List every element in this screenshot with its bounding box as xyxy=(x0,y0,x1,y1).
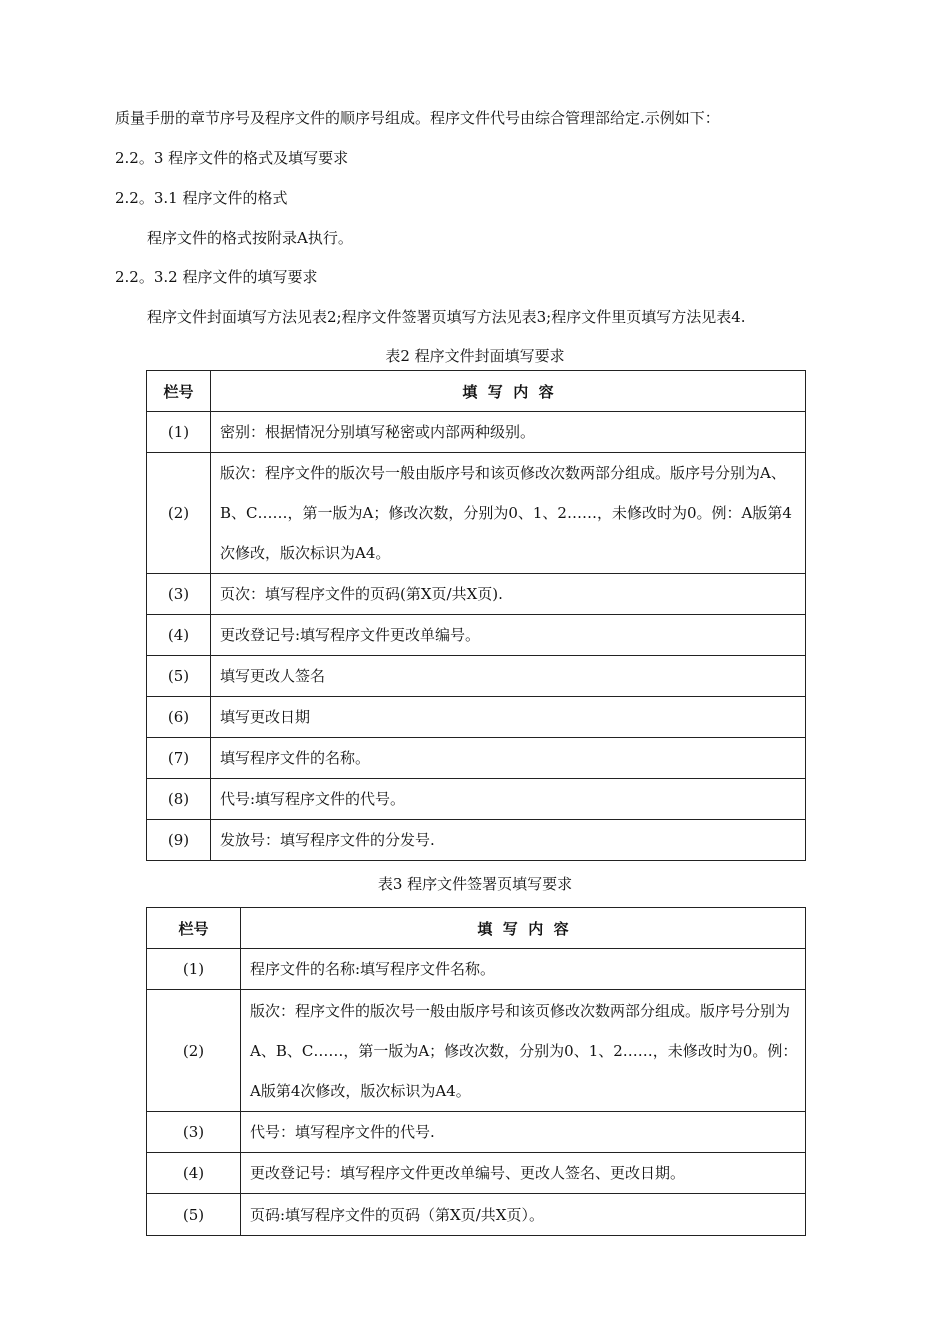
row-text: 密别：根据情况分别填写秘密或内部两种级别。 xyxy=(211,412,806,453)
table-row xyxy=(147,949,806,990)
row-text: 更改登记号:填写程序文件更改单编号。 xyxy=(211,615,806,656)
row-num: (5) xyxy=(147,656,211,697)
row-num: (8) xyxy=(147,779,211,820)
row-text: 更改登记号：填写程序文件更改单编号、更改人签名、更改日期。 xyxy=(241,1153,806,1194)
row-num: (2) xyxy=(147,990,241,1112)
row-text: 代号：填写程序文件的代号. xyxy=(241,1112,806,1153)
subsection-heading: 2.2。3.1 程序文件的格式 xyxy=(115,189,288,207)
table3-caption: 表3 程序文件签署页填写要求 xyxy=(377,875,573,893)
row-text: 填写更改日期 xyxy=(211,697,806,738)
table-header-row xyxy=(147,908,806,949)
row-num: (4) xyxy=(147,1153,241,1194)
subsection-heading: 2.2。3.2 程序文件的填写要求 xyxy=(115,268,318,286)
table2-caption: 表2 程序文件封面填写要求 xyxy=(385,347,565,365)
row-text: 发放号：填写程序文件的分发号. xyxy=(211,820,806,861)
row-text: 页次：填写程序文件的页码(第X页/共X页). xyxy=(211,574,806,615)
row-num: (3) xyxy=(147,574,211,615)
table-header-row xyxy=(147,371,806,412)
table-row xyxy=(147,412,806,453)
row-num: (6) xyxy=(147,697,211,738)
row-num: (1) xyxy=(147,949,241,990)
row-num: (5) xyxy=(147,1194,241,1236)
paragraph-line: 程序文件的格式按附录A执行。 xyxy=(147,229,353,247)
table-row xyxy=(147,656,806,697)
row-num: (4) xyxy=(147,615,211,656)
table-row xyxy=(147,697,806,738)
paragraph-line: 质量手册的章节序号及程序文件的顺序号组成。程序文件代号由综合管理部给定.示例如下： xyxy=(115,109,720,127)
header-num: 栏号 xyxy=(147,371,211,412)
row-num: (2) xyxy=(147,453,211,574)
header-num: 栏号 xyxy=(147,908,241,949)
paragraph-line: 程序文件封面填写方法见表2;程序文件签署页填写方法见表3;程序文件里页填写方法见表4. xyxy=(147,308,746,326)
table-row xyxy=(147,574,806,615)
row-text: 版次：程序文件的版次号一般由版序号和该页修改次数两部分组成。版序号分别为A、B、C……，第一版为A；修改次数，分别为0、1、2……，未修改时为0。例：A版第4次修改，版次标识为A4。 xyxy=(211,453,806,574)
row-text: 版次：程序文件的版次号一般由版序号和该页修改次数两部分组成。版序号分别为A、B、C……，第一版为A；修改次数，分别为0、1、2……，未修改时为0。例：A版第4次修改，版次标识为A4。 xyxy=(241,990,806,1112)
row-num: (1) xyxy=(147,412,211,453)
table-row xyxy=(147,990,806,1112)
table-row xyxy=(147,1112,806,1153)
table-row xyxy=(147,1194,806,1236)
header-content: 填 写 内 容 xyxy=(241,908,806,949)
table-row xyxy=(147,1153,806,1194)
table3 xyxy=(146,907,806,1236)
table-row xyxy=(147,779,806,820)
row-text: 填写更改人签名 xyxy=(211,656,806,697)
row-num: (9) xyxy=(147,820,211,861)
row-num: (3) xyxy=(147,1112,241,1153)
table-row xyxy=(147,453,806,574)
row-text: 程序文件的名称:填写程序文件名称。 xyxy=(241,949,806,990)
row-text: 页码:填写程序文件的页码（第X页/共X页）。 xyxy=(241,1194,806,1236)
row-text: 代号:填写程序文件的代号。 xyxy=(211,779,806,820)
table-row xyxy=(147,820,806,861)
section-heading: 2.2。3 程序文件的格式及填写要求 xyxy=(115,149,349,167)
row-num: (7) xyxy=(147,738,211,779)
table-row xyxy=(147,738,806,779)
row-text: 填写程序文件的名称。 xyxy=(211,738,806,779)
header-content: 填 写 内 容 xyxy=(211,371,806,412)
table-row xyxy=(147,615,806,656)
table2 xyxy=(146,370,806,861)
